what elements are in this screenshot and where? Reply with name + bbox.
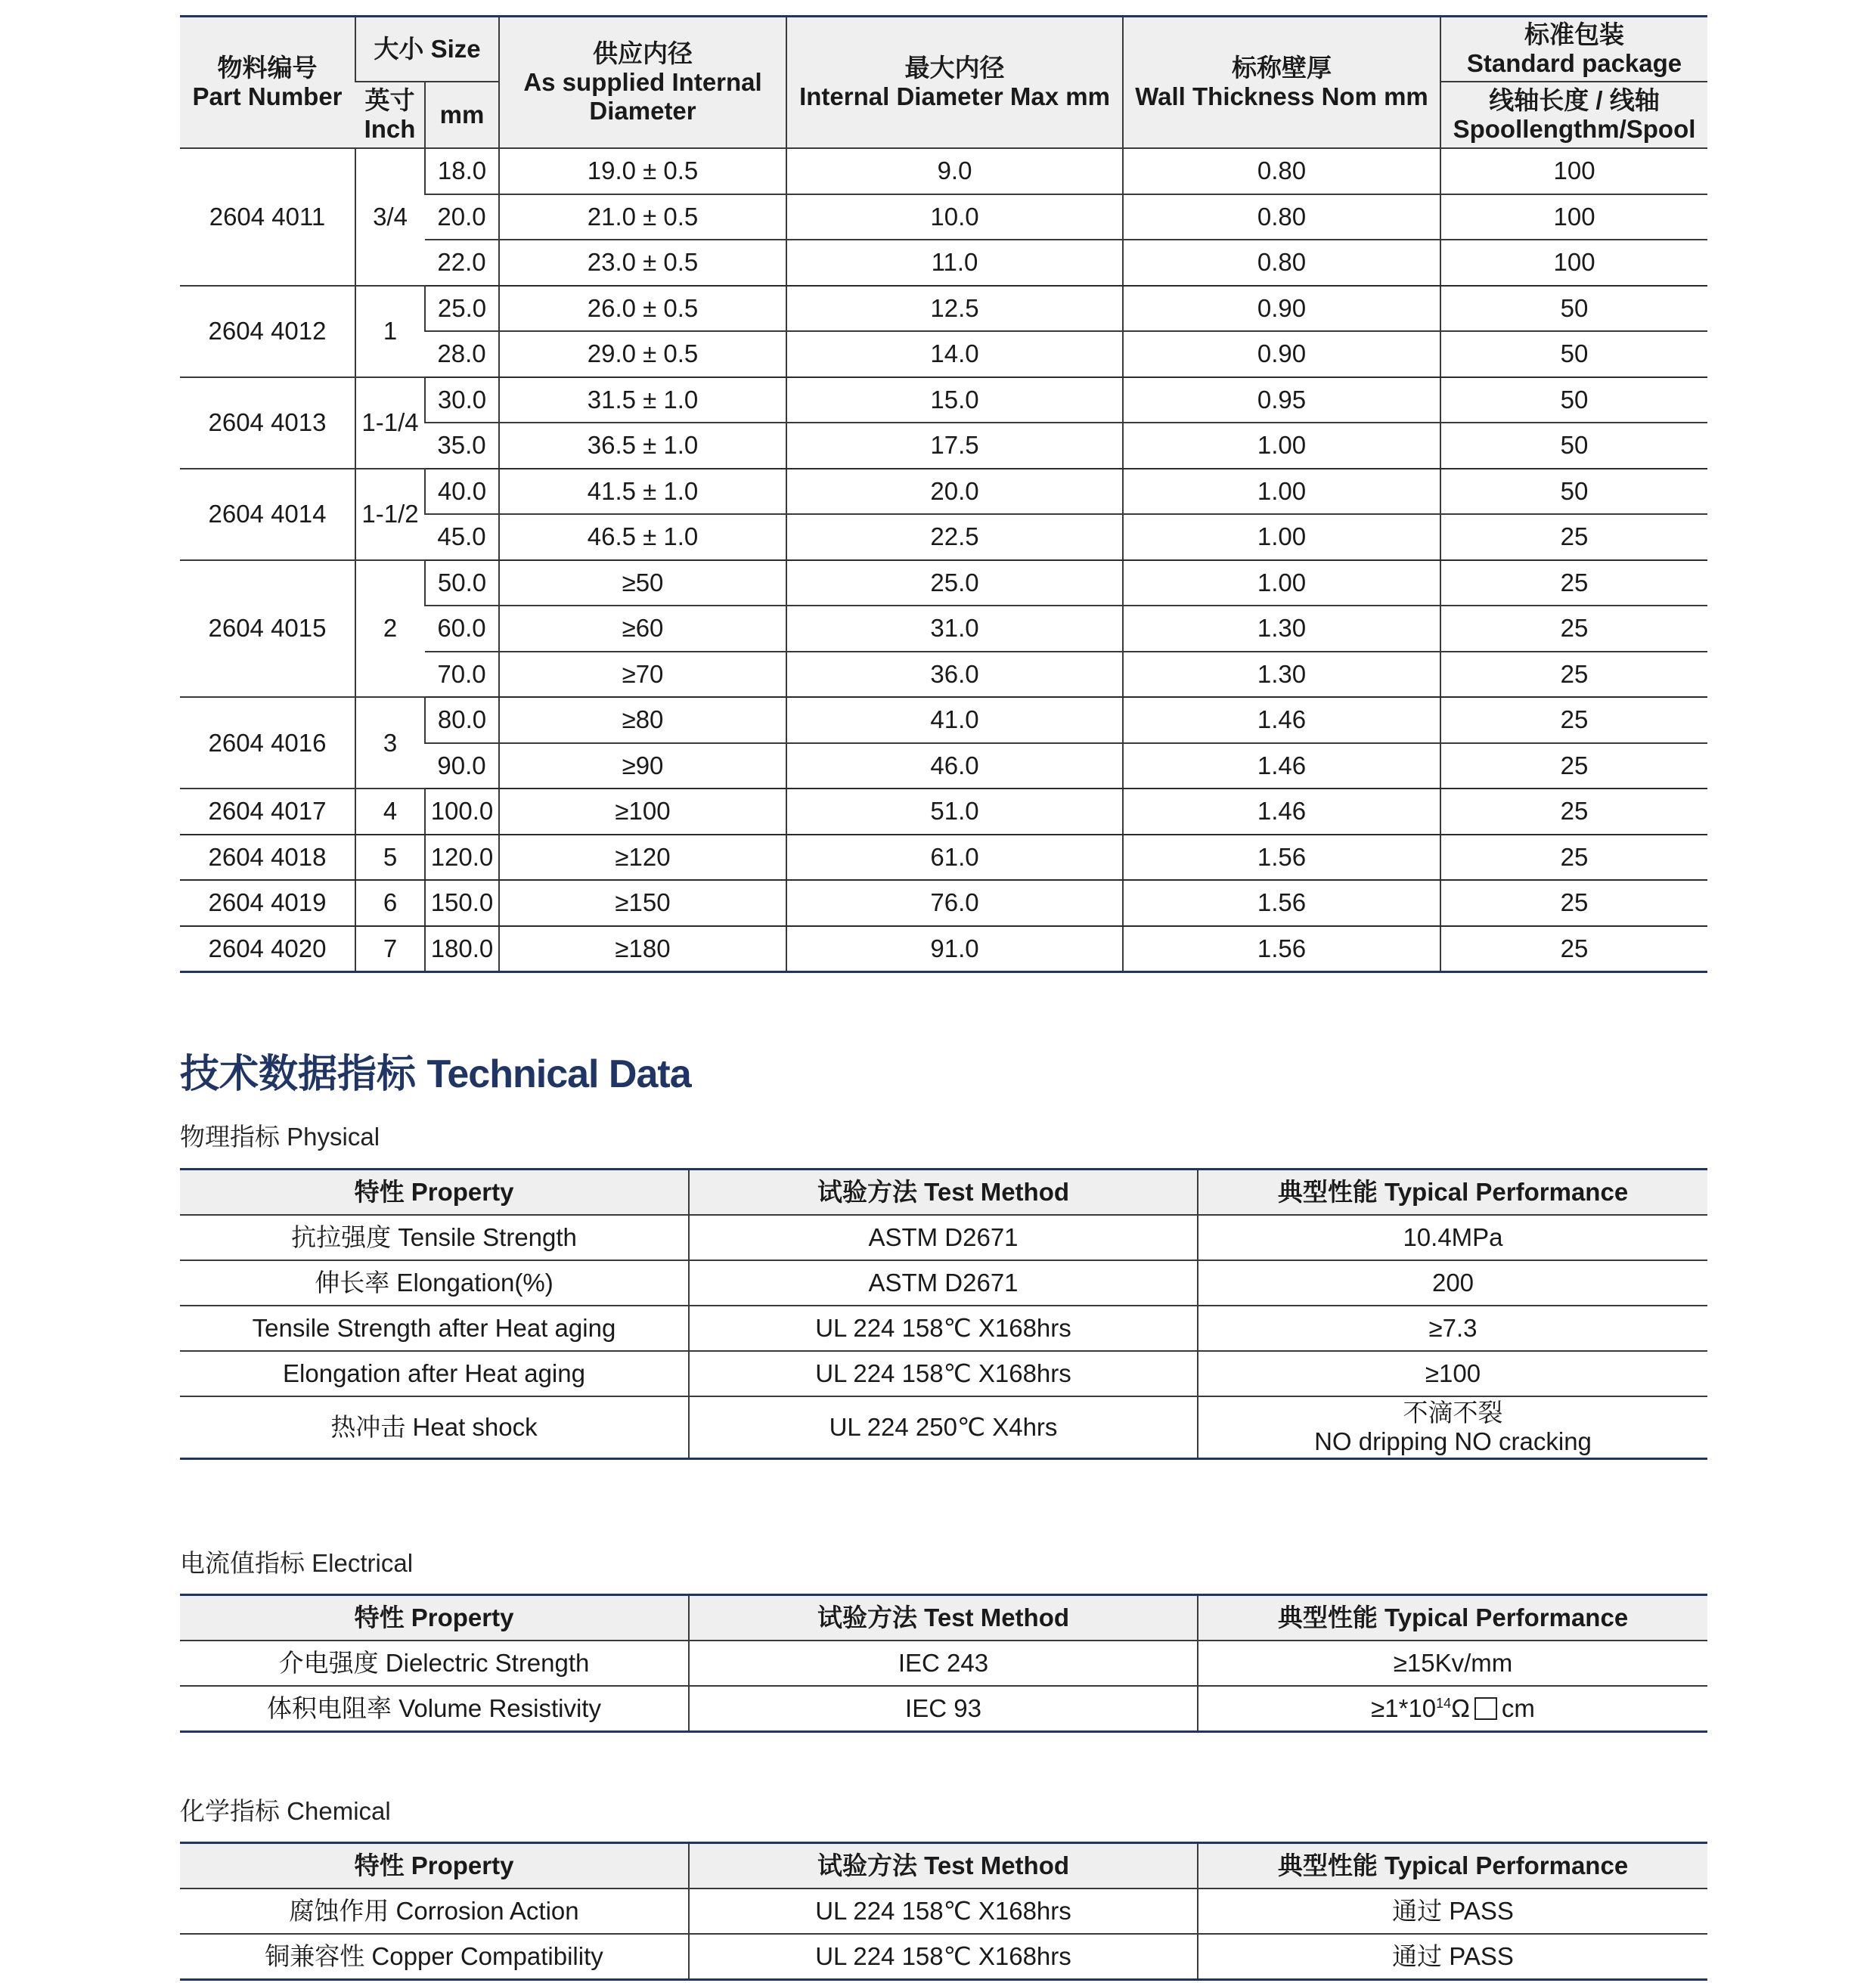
performance-cell: ≥100 [1198, 1351, 1707, 1396]
electrical-subtitle: 电流值指标 Electrical [180, 1549, 414, 1577]
spool-cell: 50 [1440, 469, 1707, 515]
table-row [180, 1396, 1707, 1459]
mm-cell: 22.0 [425, 240, 499, 286]
part-number-cell: 2604 4013 [180, 377, 355, 469]
property-cell: 腐蚀作用 Corrosion Action [180, 1888, 689, 1934]
property-cell: 铜兼容性 Copper Compatibility [265, 1942, 603, 1971]
supplied-cell: 19.0 ± 0.5 [499, 148, 786, 194]
method-cell: IEC 93 [689, 1686, 1198, 1732]
wall-cell: 1.00 [1123, 514, 1440, 560]
supplied-cell: ≥50 [499, 560, 786, 606]
method-cell: ASTM D2671 [689, 1215, 1198, 1260]
col-property: 特性 Property [180, 1170, 689, 1216]
col-typical-performance: 典型性能 Typical Performance [1198, 1595, 1707, 1641]
inch-cell: 2 [355, 560, 425, 698]
part-number-cell: 2604 4019 [180, 880, 355, 926]
mm-cell: 90.0 [425, 743, 499, 789]
supplied-cell: 23.0 ± 0.5 [499, 240, 786, 286]
table-row [180, 286, 1707, 332]
table-row [180, 697, 1707, 743]
table-row [180, 469, 1707, 515]
header-part-number: 物料编号 Part Number [180, 17, 355, 149]
table-row [180, 835, 1707, 881]
max-cell: 15.0 [786, 377, 1123, 423]
spool-cell: 25 [1440, 560, 1707, 606]
electrical-table [180, 1594, 1707, 1733]
max-cell: 61.0 [786, 835, 1123, 881]
spool-cell: 100 [1440, 194, 1707, 240]
header-inch: 英寸 Inch [355, 82, 425, 148]
mm-cell: 30.0 [425, 377, 499, 423]
spool-cell: 25 [1440, 926, 1707, 972]
performance-cell: 10.4MPa [1198, 1215, 1707, 1260]
wall-cell: 1.30 [1123, 606, 1440, 652]
mm-cell: 45.0 [425, 514, 499, 560]
mm-cell: 60.0 [425, 606, 499, 652]
max-cell: 76.0 [786, 880, 1123, 926]
table-row [180, 1260, 1707, 1306]
inch-cell: 3/4 [355, 148, 425, 286]
supplied-cell: 21.0 ± 0.5 [499, 194, 786, 240]
supplied-cell: 36.5 ± 1.0 [499, 423, 786, 469]
supplied-cell: ≥150 [499, 880, 786, 926]
max-cell: 10.0 [786, 194, 1123, 240]
wall-cell: 0.80 [1123, 148, 1440, 194]
col-property: 特性 Property [180, 1843, 689, 1889]
inch-cell: 1-1/4 [355, 377, 425, 469]
header-max-diameter: 最大内径 Internal Diameter Max mm [786, 17, 1123, 149]
table-row [180, 880, 1707, 926]
property-cell: 伸长率 Elongation(%) [180, 1260, 689, 1306]
max-cell: 17.5 [786, 423, 1123, 469]
wall-cell: 1.00 [1123, 423, 1440, 469]
col-property: 特性 Property [180, 1595, 689, 1641]
part-number-cell: 2604 4018 [180, 835, 355, 881]
wall-cell: 1.00 [1123, 469, 1440, 515]
supplied-cell: ≥80 [499, 697, 786, 743]
spool-cell: 25 [1440, 697, 1707, 743]
spool-cell: 100 [1440, 240, 1707, 286]
supplied-cell: 46.5 ± 1.0 [499, 514, 786, 560]
mm-cell: 100.0 [425, 789, 499, 835]
supplied-cell: ≥90 [499, 743, 786, 789]
mm-cell: 28.0 [425, 331, 499, 377]
table-row [180, 1888, 1707, 1934]
max-cell: 9.0 [786, 148, 1123, 194]
physical-subtitle: 物理指标 Physical [180, 1123, 380, 1151]
performance-cell: 通过 PASS [1198, 1934, 1707, 1980]
wall-cell: 0.90 [1123, 331, 1440, 377]
supplied-cell: ≥70 [499, 652, 786, 698]
table-row [180, 1215, 1707, 1260]
mm-cell: 18.0 [425, 148, 499, 194]
supplied-cell: 31.5 ± 1.0 [499, 377, 786, 423]
spool-cell: 25 [1440, 514, 1707, 560]
performance-cell: ≥15Kv/mm [1198, 1641, 1707, 1686]
mm-cell: 50.0 [425, 560, 499, 606]
supplied-cell: 26.0 ± 0.5 [499, 286, 786, 332]
spool-cell: 50 [1440, 377, 1707, 423]
size-table [180, 15, 1707, 973]
spool-cell: 25 [1440, 606, 1707, 652]
property-cell: 热冲击 Heat shock [330, 1413, 538, 1442]
spool-cell: 25 [1440, 880, 1707, 926]
col-typical-performance: 典型性能 Typical Performance [1198, 1843, 1707, 1889]
table-row [180, 148, 1707, 194]
property-cell: 体积电阻率 Volume Resistivity [267, 1694, 601, 1723]
performance-cell: ≥7.3 [1198, 1306, 1707, 1351]
col-test-method: 试验方法 Test Method [689, 1170, 1198, 1216]
part-number-cell: 2604 4011 [180, 148, 355, 286]
supplied-cell: 29.0 ± 0.5 [499, 331, 786, 377]
part-number-cell: 2604 4020 [180, 926, 355, 972]
spool-cell: 25 [1440, 835, 1707, 881]
mm-cell: 40.0 [425, 469, 499, 515]
square-box-icon [1474, 1697, 1497, 1720]
method-cell: IEC 243 [689, 1641, 1198, 1686]
property-cell: 介电强度 Dielectric Strength [180, 1641, 689, 1686]
property-cell: Elongation after Heat aging [180, 1351, 689, 1396]
max-cell: 25.0 [786, 560, 1123, 606]
supplied-cell: 41.5 ± 1.0 [499, 469, 786, 515]
inch-cell: 7 [355, 926, 425, 972]
inch-cell: 5 [355, 835, 425, 881]
inch-cell: 4 [355, 789, 425, 835]
mm-cell: 150.0 [425, 880, 499, 926]
max-cell: 20.0 [786, 469, 1123, 515]
method-cell: UL 224 158℃ X168hrs [689, 1351, 1198, 1396]
inch-cell: 3 [355, 697, 425, 789]
wall-cell: 1.56 [1123, 835, 1440, 881]
header-standard-package: 标准包装 Standard package [1440, 17, 1707, 82]
spool-cell: 100 [1440, 148, 1707, 194]
table-row [180, 1641, 1707, 1686]
mm-cell: 120.0 [425, 835, 499, 881]
wall-cell: 1.30 [1123, 652, 1440, 698]
wall-cell: 0.80 [1123, 194, 1440, 240]
header-mm: mm [425, 82, 499, 148]
performance-cell: 通过 PASS [1198, 1888, 1707, 1934]
max-cell: 31.0 [786, 606, 1123, 652]
wall-cell: 1.46 [1123, 697, 1440, 743]
part-number-cell: 2604 4014 [180, 469, 355, 560]
wall-cell: 0.90 [1123, 286, 1440, 332]
supplied-cell: ≥60 [499, 606, 786, 652]
method-cell: UL 224 158℃ X168hrs [689, 1934, 1198, 1980]
method-cell: UL 224 250℃ X4hrs [689, 1396, 1198, 1459]
part-number-cell: 2604 4016 [180, 697, 355, 789]
max-cell: 91.0 [786, 926, 1123, 972]
spool-cell: 50 [1440, 331, 1707, 377]
part-number-cell: 2604 4012 [180, 286, 355, 377]
col-test-method: 试验方法 Test Method [689, 1843, 1198, 1889]
performance-cell: $\ge 1*10^{14}\Omega$ cm [1198, 1686, 1707, 1732]
max-cell: 51.0 [786, 789, 1123, 835]
spool-cell: 50 [1440, 286, 1707, 332]
inch-cell: 1 [355, 286, 425, 377]
col-typical-performance: 典型性能 Typical Performance [1198, 1170, 1707, 1216]
technical-data-title: 技术数据指标 Technical Data [180, 1052, 691, 1096]
table-row [180, 560, 1707, 606]
spool-cell: 50 [1440, 423, 1707, 469]
chemical-subtitle: 化学指标 Chemical [180, 1797, 391, 1825]
physical-table [180, 1168, 1707, 1460]
spool-cell: 25 [1440, 743, 1707, 789]
mm-cell: 70.0 [425, 652, 499, 698]
performance-cell: 不滴不裂 NO dripping NO cracking [1198, 1396, 1707, 1459]
wall-cell: 1.56 [1123, 880, 1440, 926]
col-test-method: 试验方法 Test Method [689, 1595, 1198, 1641]
header-spool-length: 线轴长度 / 线轴 Spoollengthm/Spool [1440, 82, 1707, 148]
wall-cell: 0.95 [1123, 377, 1440, 423]
table-row [180, 1934, 1707, 1980]
max-cell: 36.0 [786, 652, 1123, 698]
chemical-table [180, 1842, 1707, 1981]
part-number-cell: 2604 4015 [180, 560, 355, 698]
spool-cell: 25 [1440, 789, 1707, 835]
part-number-cell: 2604 4017 [180, 789, 355, 835]
max-cell: 22.5 [786, 514, 1123, 560]
supplied-cell: ≥100 [499, 789, 786, 835]
property-cell: 抗拉强度 Tensile Strength [180, 1215, 689, 1260]
property-cell: Tensile Strength after Heat aging [180, 1306, 689, 1351]
table-row [180, 377, 1707, 423]
table-row [180, 1306, 1707, 1351]
supplied-cell: ≥120 [499, 835, 786, 881]
header-supplied-diameter: 供应内径 As supplied Internal Diameter [499, 17, 786, 149]
wall-cell: 1.46 [1123, 743, 1440, 789]
performance-cell: 200 [1198, 1260, 1707, 1306]
mm-cell: 180.0 [425, 926, 499, 972]
mm-cell: 25.0 [425, 286, 499, 332]
table-row [180, 789, 1707, 835]
header-size: 大小 Size [355, 17, 499, 82]
method-cell: UL 224 158℃ X168hrs [689, 1306, 1198, 1351]
wall-cell: 1.56 [1123, 926, 1440, 972]
table-row [180, 1686, 1707, 1732]
method-cell: UL 224 158℃ X168hrs [689, 1888, 1198, 1934]
mm-cell: 20.0 [425, 194, 499, 240]
inch-cell: 1-1/2 [355, 469, 425, 560]
mm-cell: 35.0 [425, 423, 499, 469]
spool-cell: 25 [1440, 652, 1707, 698]
table-row [180, 1351, 1707, 1396]
wall-cell: 1.46 [1123, 789, 1440, 835]
inch-cell: 6 [355, 880, 425, 926]
supplied-cell: ≥180 [499, 926, 786, 972]
max-cell: 14.0 [786, 331, 1123, 377]
max-cell: 12.5 [786, 286, 1123, 332]
size-table-body [180, 148, 1707, 972]
method-cell: ASTM D2671 [689, 1260, 1198, 1306]
max-cell: 11.0 [786, 240, 1123, 286]
max-cell: 41.0 [786, 697, 1123, 743]
max-cell: 46.0 [786, 743, 1123, 789]
table-row [180, 926, 1707, 972]
mm-cell: 80.0 [425, 697, 499, 743]
wall-cell: 0.80 [1123, 240, 1440, 286]
header-wall-thickness: 标称壁厚 Wall Thickness Nom mm [1123, 17, 1440, 149]
wall-cell: 1.00 [1123, 560, 1440, 606]
